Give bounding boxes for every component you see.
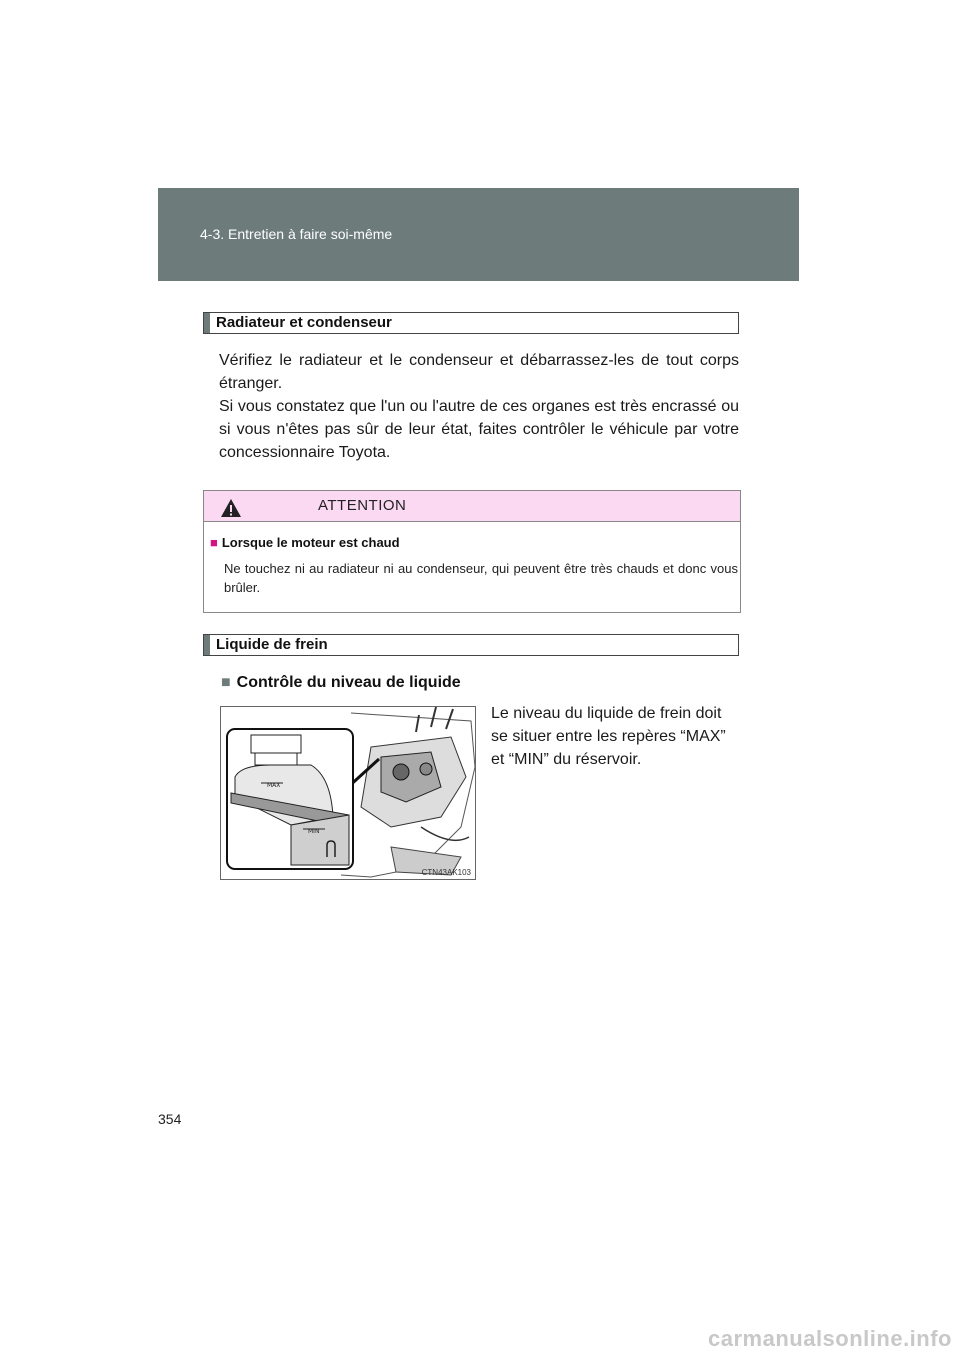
heading-bar <box>204 313 210 333</box>
header-band <box>158 188 799 281</box>
page-number: 354 <box>158 1111 182 1127</box>
radiator-paragraph-2: Si vous constatez que l'un ou l'autre de ces organes est très encrassé ou si vous n'êtes pas sûr de leur état, faites contrôler le véhicule par votre concessionnaire Toyota. <box>219 398 739 461</box>
heading-bar <box>204 635 210 655</box>
brake-heading <box>203 634 739 656</box>
section-title: 4-3. Entretien à faire soi-même <box>200 226 393 242</box>
brake-reservoir-illustration <box>220 706 476 880</box>
radiator-heading-text: Radiateur et condenseur <box>216 314 392 331</box>
warning-title: ATTENTION <box>318 497 407 514</box>
brake-level-text: Le niveau du liquide de frein doit se situer entre les repères “MAX” et “MIN” du réservoir. <box>491 705 726 768</box>
max-mark: MAX <box>267 782 281 789</box>
min-mark: MIN <box>308 828 320 835</box>
brake-heading-text: Liquide de frein <box>216 636 328 653</box>
radiator-heading <box>203 312 739 334</box>
warning-box <box>203 490 741 613</box>
engine-bay-drawing <box>221 707 476 880</box>
square-bullet-icon: ■ <box>210 535 218 550</box>
square-bullet-icon: ■ <box>221 674 231 691</box>
radiator-paragraph-1: Vérifiez le radiateur et le condenseur et débarrassez-les de tout corps étranger. <box>219 352 739 392</box>
watermark: carmanualsonline.info <box>708 1326 952 1351</box>
warning-header <box>204 491 740 522</box>
figure-code: CTN43AK103 <box>421 868 471 877</box>
brake-subtitle: ■ Contrôle du niveau de liquide <box>221 674 461 691</box>
warning-text: Ne touchez ni au radiateur ni au condenseur, qui peuvent être très chauds et donc vous brûler. <box>224 561 738 595</box>
warning-subtitle: ■ Lorsque le moteur est chaud <box>210 535 400 550</box>
